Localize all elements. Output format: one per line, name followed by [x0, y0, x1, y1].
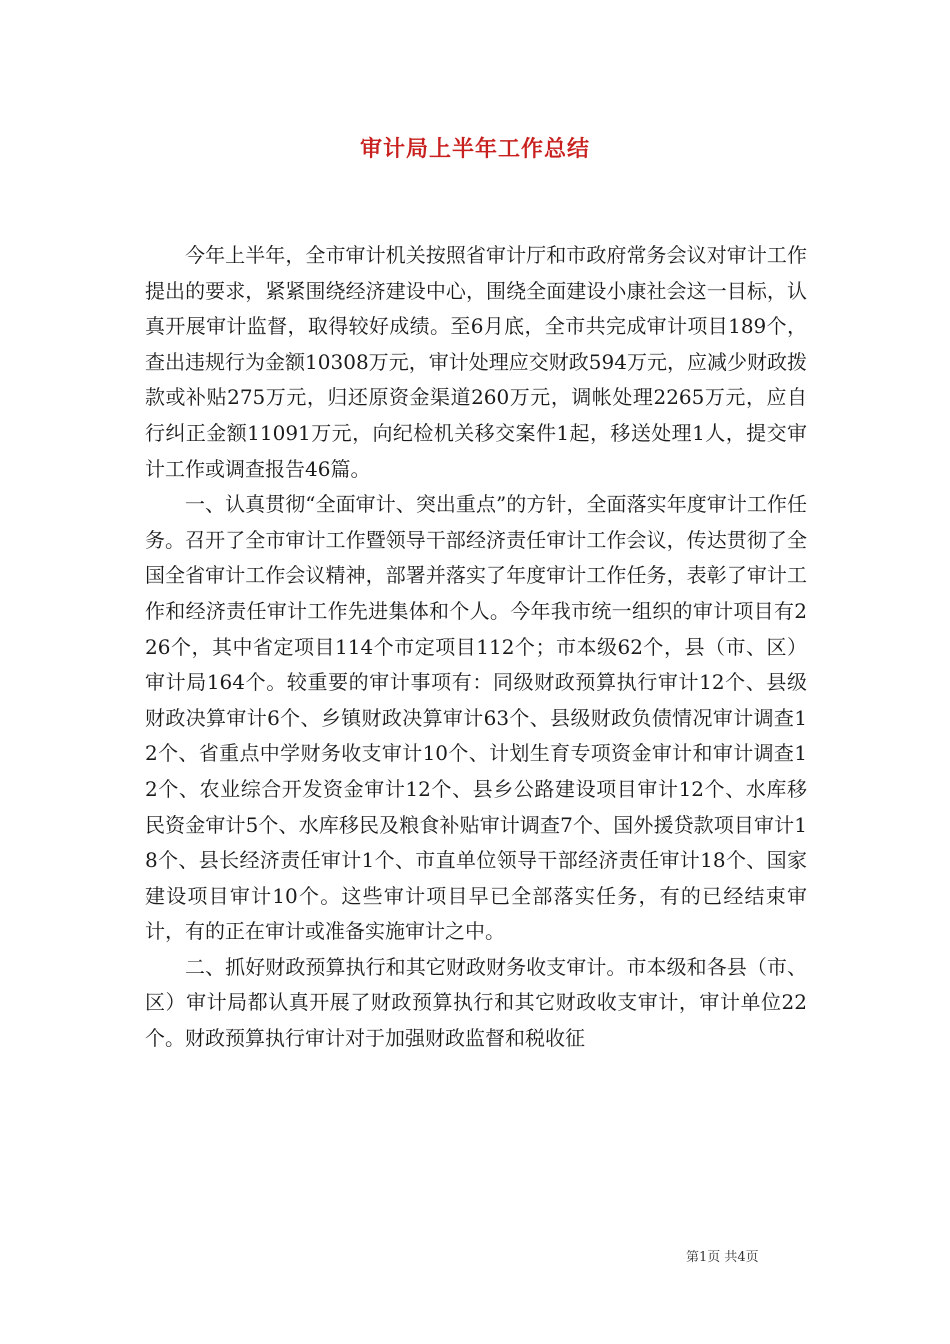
page-footer: 第1页 共4页 — [686, 1250, 759, 1265]
paragraph-intro: 今年上半年，全市审计机关按照省审计厅和市政府常务会议对审计工作提出的要求，紧紧围绕经济建设中心，围绕全面建设小康社会这一目标，认真开展审计监督，取得较好成绩。至6月底，全市共完成审计项目189个，查出违规行为金额10308万元，审计处理应交财政594万元，应减少财政拨款或补贴275万元，归还原资金渠道260万元，调帐处理2265万元，应自行纠正金额11091万元，向纪检机关移交案件1起，移送处理1人，提交审计工作或调查报告46篇。 — [145, 243, 807, 481]
paragraph-section-two: 二、抓好财政预算执行和其它财政财务收支审计。市本级和各县（市、区）审计局都认真开展了财政预算执行和其它财政收支审计，审计单位22个。财政预算执行审计对于加强财政监督和税收征 — [145, 954, 807, 1051]
paragraph-section-one: 一、认真贯彻“全面审计、突出重点”的方针，全面落实年度审计工作任务。召开了全市审计工作暨领导干部经济责任审计工作会议，传达贯彻了全国全省审计工作会议精神，部署并落实了年度审计工作任务，表彰了审计工作和经济责任审计工作先进集体和个人。今年我市统一组织的审计项目有226个，其中省定项目114个市定项目112个；市本级62个，县（市、区）审计局164个。较重要的审计事项有：同级财政预算执行审计12个、县级财政决算审计6个、乡镇财政决算审计63个、县级财政负债情况审计调查12个、省重点中学财务收支审计10个、计划生育专项资金审计和审计调查12个、农业综合开发资金审计12个、县乡公路建设项目审计12个、水库移民资金审计5个、水库移民及粮食补贴审计调查7个、国外援贷款项目审计18个、县长经济责任审计1个、市直单位领导干部经济责任审计18个、国家建设项目审计10个。这些审计项目早已全部落实任务，有的已经结束审计，有的正在审计或准备实施审计之中。 — [145, 492, 807, 944]
document-body — [145, 238, 807, 1057]
document-title: 审计局上半年工作总结 — [359, 137, 590, 162]
